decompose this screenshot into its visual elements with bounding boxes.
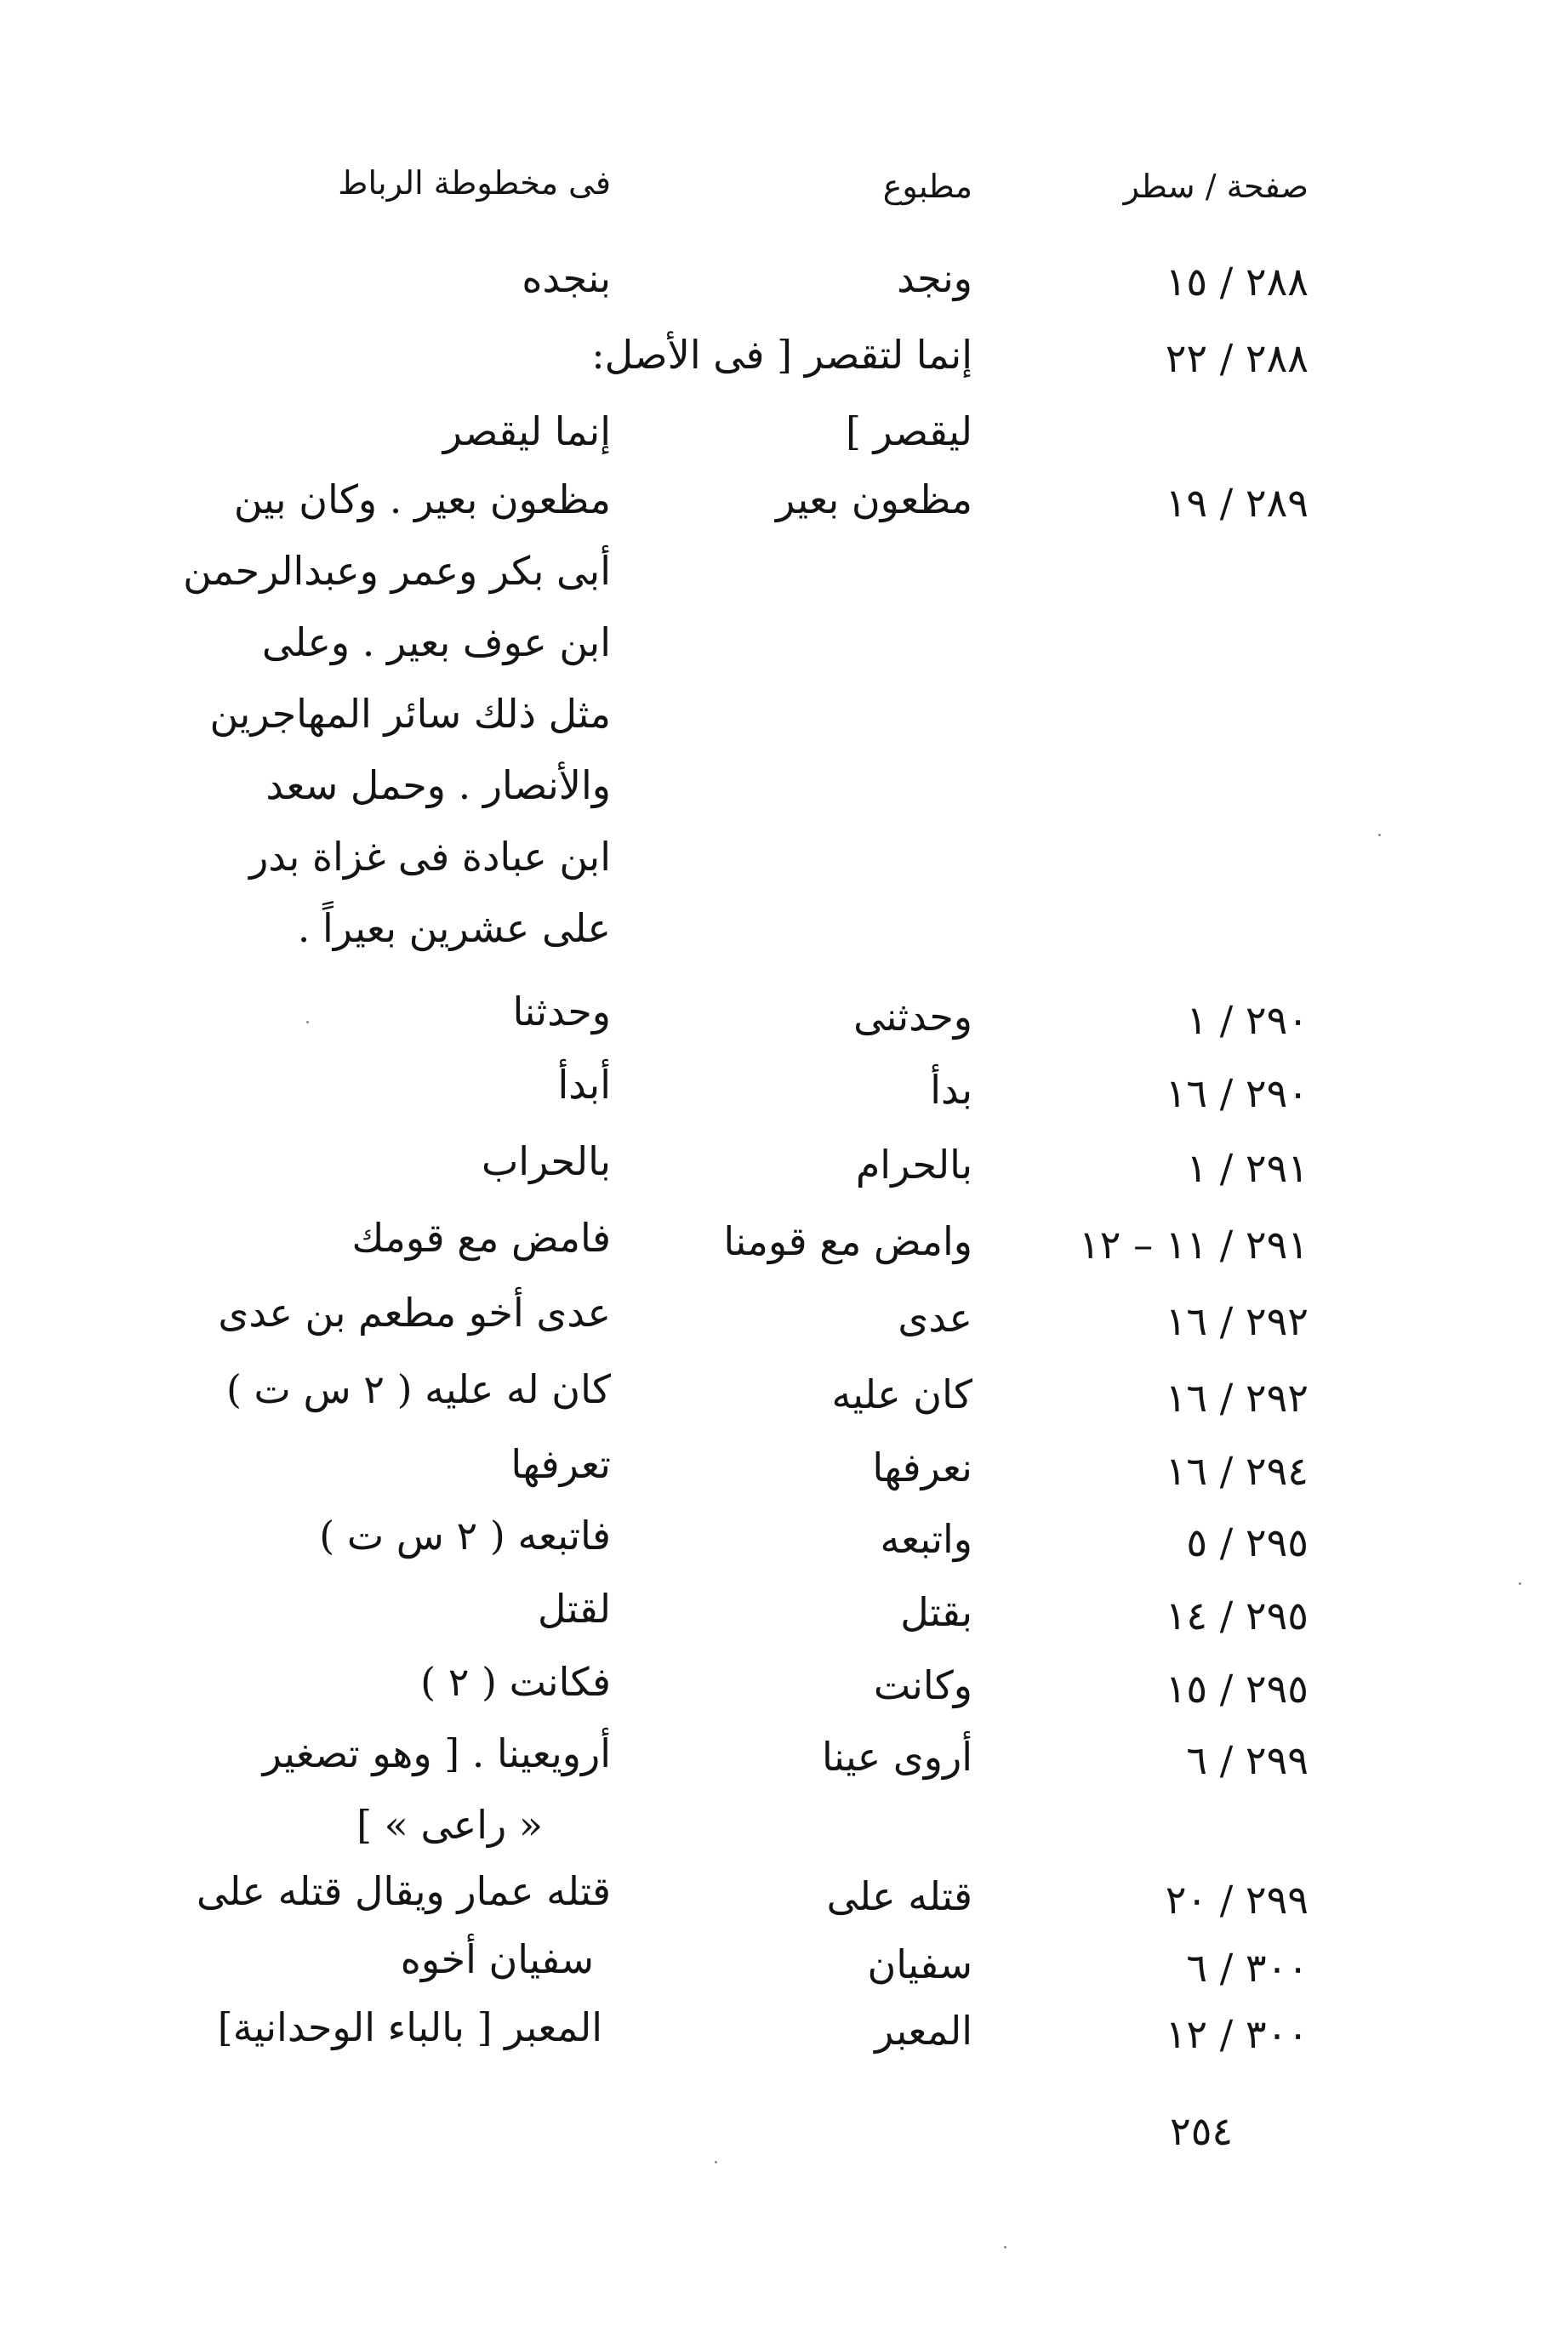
row-printed: وكانت <box>873 1662 972 1708</box>
row-printed: بدأ <box>930 1067 972 1113</box>
row-manuscript: ابن عوف بعير . وعلى <box>261 619 611 665</box>
scan-speck <box>306 1021 309 1023</box>
row-manuscript: بنجده <box>522 255 611 301</box>
header-ref: صفحة / سطر <box>1123 168 1309 205</box>
row-ref: ٢٩٥ / ٥ <box>1186 1519 1309 1565</box>
row-manuscript: وحدثنا <box>512 989 611 1034</box>
row-ref: ٣٠٠ / ٦ <box>1186 1945 1309 1991</box>
row-manuscript: فامض مع قومك <box>351 1215 611 1261</box>
row-manuscript: والأنصار . وحمل سعد <box>265 762 611 808</box>
row-printed: مظعون بعير <box>776 476 972 522</box>
row-manuscript: مظعون بعير . وكان بين <box>233 476 611 522</box>
row-ref: ٣٠٠ / ١٢ <box>1165 2011 1309 2057</box>
row-printed: عدى <box>898 1295 972 1341</box>
row-printed: ليقصر ] <box>845 408 972 454</box>
row-manuscript: فكانت ( ٢ ) <box>420 1659 611 1705</box>
row-manuscript: إنما ليقصر <box>442 408 611 454</box>
header-printed: مطبوع <box>882 168 972 205</box>
row-manuscript: ابن عبادة فى غزاة بدر <box>249 834 611 880</box>
row-printed: كان عليه <box>831 1371 972 1417</box>
row-printed: واتبعه <box>880 1516 972 1562</box>
row-ref: ٢٩٥ / ١٥ <box>1165 1666 1309 1712</box>
row-manuscript: كان له عليه ( ٢ س ت ) <box>225 1366 611 1412</box>
row-ref: ٢٩١ / ١ <box>1186 1145 1309 1191</box>
row-ref: ٢٩٢ / ١٦ <box>1165 1375 1309 1421</box>
row-printed: بالحرام <box>855 1142 972 1188</box>
row-manuscript: فاتبعه ( ٢ س ت ) <box>319 1513 611 1559</box>
row-ref: ٢٩٢ / ١٦ <box>1165 1298 1309 1344</box>
row-ref: ٢٩٤ / ١٦ <box>1165 1448 1309 1494</box>
row-printed: نعرفها <box>872 1445 972 1490</box>
row-manuscript: أرويعينا . [ وهو تصغير <box>262 1730 611 1776</box>
row-printed: وحدثنى <box>853 994 972 1040</box>
row-ref: ٢٩٥ / ١٤ <box>1165 1593 1309 1639</box>
row-ref: ٢٨٨ / ١٥ <box>1165 259 1309 305</box>
row-manuscript: على عشرين بعيراً . <box>297 905 611 951</box>
row-manuscript: بالحراب <box>482 1138 611 1184</box>
row-manuscript: قتله عمار ويقال قتله على <box>196 1868 611 1914</box>
row-ref: ٢٩٠ / ١ <box>1186 997 1309 1043</box>
row-manuscript: « راعى » ] <box>356 1802 543 1848</box>
row-ref: ٢٩٩ / ٢٠ <box>1165 1877 1309 1923</box>
row-ref: ٢٨٩ / ١٩ <box>1165 480 1309 526</box>
page-number: ٢٥٤ <box>1170 2108 1234 2154</box>
row-ref: ٢٩١ / ١١ – ١٢ <box>1079 1222 1309 1268</box>
row-printed: أروى عينا <box>821 1734 972 1780</box>
row-printed: المعبر <box>875 2008 972 2054</box>
scan-speck <box>1378 834 1381 836</box>
row-printed: إنما لتقصر [ فى الأصل: <box>591 332 972 378</box>
row-ref: ٢٩٠ / ١٦ <box>1165 1070 1309 1116</box>
row-manuscript: المعبر [ بالباء الوحدانية] <box>217 2004 602 2050</box>
row-ref: ٢٩٩ / ٦ <box>1186 1737 1309 1783</box>
row-manuscript: مثل ذلك سائر المهاجرين <box>209 691 611 737</box>
row-manuscript: عدى أخو مطعم بن عدى <box>218 1290 611 1336</box>
scan-speck <box>1004 2246 1006 2248</box>
row-manuscript: أبى بكر وعمر وعبدالرحمن <box>183 548 611 594</box>
row-printed: بقتل <box>900 1589 972 1635</box>
row-manuscript: سفيان أخوه <box>400 1936 594 1982</box>
row-manuscript: لقتل <box>537 1586 611 1632</box>
row-manuscript: تعرفها <box>510 1441 611 1487</box>
row-manuscript: أبدأ <box>557 1062 611 1108</box>
row-printed: وامض مع قومنا <box>723 1218 972 1264</box>
row-printed: ونجد <box>897 255 972 301</box>
header-manuscript: فى مخطوطة الرباط <box>338 164 611 202</box>
row-printed: قتله على <box>826 1873 972 1919</box>
scan-speck <box>715 2161 717 2163</box>
row-ref: ٢٨٨ / ٢٢ <box>1165 335 1309 381</box>
row-printed: سفيان <box>867 1941 972 1987</box>
scan-speck <box>1519 1582 1521 1585</box>
